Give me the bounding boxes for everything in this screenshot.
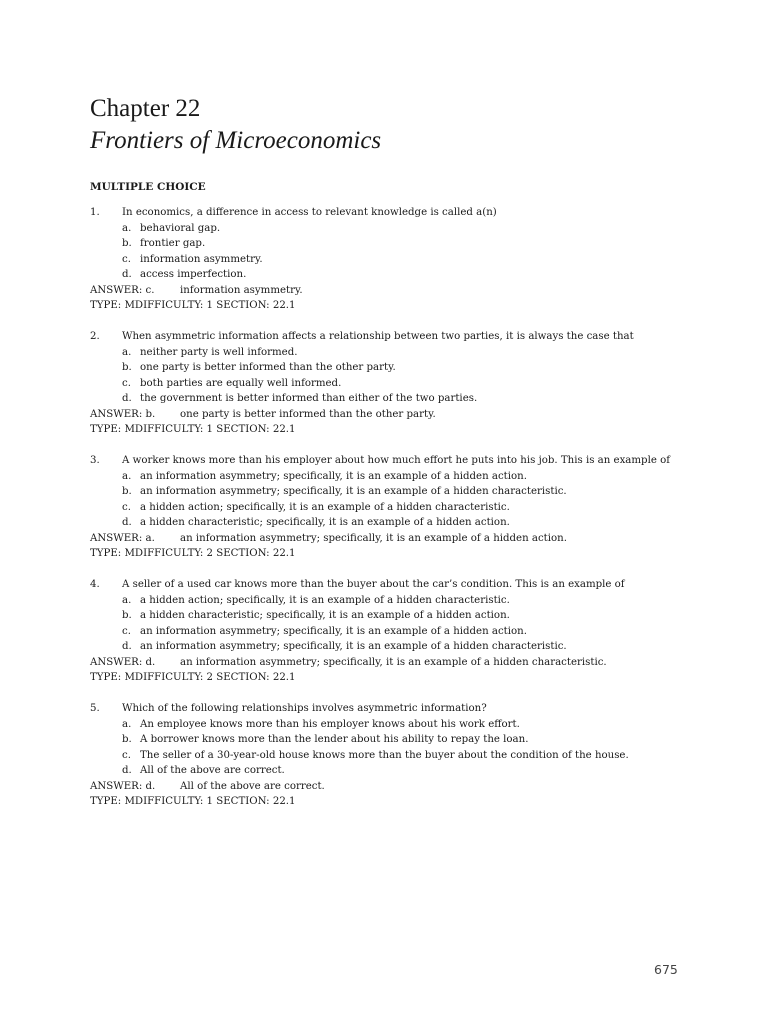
question-meta: TYPE: MDIFFICULTY: 2 SECTION: 22.1	[90, 672, 296, 683]
option-a	[90, 717, 710, 733]
option-text: a hidden characteristic; specifically, it is an example of a hidden action.	[140, 517, 510, 528]
question-1	[90, 205, 710, 314]
option-text: A borrower knows more than the lender about his ability to repay the loan.	[140, 734, 529, 745]
option-a	[90, 221, 710, 237]
option-letter: a.	[122, 718, 132, 730]
option-text: All of the above are correct.	[140, 765, 285, 776]
question-text: When asymmetric information affects a relationship between two parties, it is always the case that	[122, 331, 634, 342]
question-3	[90, 453, 710, 562]
question-meta: TYPE: MDIFFICULTY: 1 SECTION: 22.1	[90, 796, 296, 807]
question-5	[90, 701, 710, 810]
question-number: 1.	[90, 207, 100, 218]
option-c	[90, 748, 710, 764]
question-meta: TYPE: MDIFFICULTY: 1 SECTION: 22.1	[90, 424, 296, 435]
option-text: frontier gap.	[140, 238, 206, 249]
answer-text: an information asymmetry; specifically, it is an example of a hidden action.	[180, 532, 567, 544]
option-letter: d.	[122, 517, 132, 528]
option-text: an information asymmetry; specifically, it is an example of a hidden action.	[140, 625, 527, 637]
page-number: 675	[654, 962, 678, 977]
option-text: neither party is well informed.	[140, 346, 298, 358]
option-text: information asymmetry.	[140, 253, 263, 265]
option-letter: d.	[122, 393, 132, 404]
option-text: behavioral gap.	[140, 222, 221, 234]
option-b	[90, 608, 710, 624]
answer-text: All of the above are correct.	[180, 780, 325, 792]
option-b	[90, 360, 710, 376]
option-letter: b.	[122, 734, 132, 745]
option-d	[90, 391, 710, 407]
option-letter: c.	[122, 501, 131, 513]
option-letter: b.	[122, 610, 132, 621]
answer-line	[90, 283, 710, 299]
option-text: an information asymmetry; specifically, it is an example of a hidden action.	[140, 470, 527, 482]
option-letter: c.	[122, 253, 131, 265]
option-c	[90, 376, 710, 392]
question-text: Which of the following relationships involves asymmetric information?	[122, 703, 487, 714]
question-text: A seller of a used car knows more than the buyer about the car’s condition. This is an example of	[122, 579, 625, 590]
option-text: the government is better informed than either of the two parties.	[140, 393, 478, 404]
option-b	[90, 236, 710, 252]
option-text: both parties are equally well informed.	[140, 377, 342, 389]
option-c	[90, 252, 710, 268]
option-a	[90, 593, 710, 609]
option-letter: a.	[122, 346, 132, 358]
option-letter: a.	[122, 470, 132, 482]
answer-line	[90, 531, 710, 547]
section-heading: MULTIPLE CHOICE	[90, 181, 206, 193]
question-number: 3.	[90, 455, 100, 466]
option-text: a hidden action; specifically, it is an example of a hidden characteristic.	[140, 594, 510, 606]
option-c	[90, 500, 710, 516]
option-d	[90, 515, 710, 531]
answer-line	[90, 407, 710, 423]
question-number: 2.	[90, 331, 100, 342]
option-letter: c.	[122, 377, 131, 389]
question-4	[90, 577, 710, 686]
option-text: an information asymmetry; specifically, it is an example of a hidden characteristic.	[140, 486, 567, 497]
answer-text: one party is better informed than the other party.	[180, 408, 436, 420]
option-text: a hidden action; specifically, it is an example of a hidden characteristic.	[140, 501, 510, 513]
option-a	[90, 345, 710, 361]
answer-text: an information asymmetry; specifically, it is an example of a hidden characteristic.	[180, 656, 607, 668]
option-b	[90, 484, 710, 500]
option-letter: b.	[122, 486, 132, 497]
question-number: 4.	[90, 579, 100, 590]
option-letter: c.	[122, 749, 131, 761]
answer-label: ANSWER: a.	[90, 532, 155, 544]
option-text: a hidden characteristic; specifically, it is an example of a hidden action.	[140, 610, 510, 621]
answer-label: ANSWER: d.	[90, 656, 156, 668]
question-list	[90, 205, 710, 825]
option-letter: d.	[122, 641, 132, 652]
question-text: A worker knows more than his employer about how much effort he puts into his job. This is an example of	[122, 455, 670, 466]
answer-line	[90, 779, 710, 795]
answer-line	[90, 655, 710, 671]
option-text: an information asymmetry; specifically, it is an example of a hidden characteristic.	[140, 641, 567, 652]
answer-label: ANSWER: c.	[90, 284, 155, 296]
option-letter: d.	[122, 269, 132, 280]
option-d	[90, 639, 710, 655]
option-text: access imperfection.	[140, 269, 247, 280]
option-letter: d.	[122, 765, 132, 776]
option-c	[90, 624, 710, 640]
option-letter: a.	[122, 594, 132, 606]
option-letter: b.	[122, 238, 132, 249]
question-text: In economics, a difference in access to relevant knowledge is called a(n)	[122, 207, 497, 218]
answer-label: ANSWER: d.	[90, 780, 156, 792]
answer-label: ANSWER: b.	[90, 408, 156, 420]
question-meta: TYPE: MDIFFICULTY: 1 SECTION: 22.1	[90, 300, 296, 311]
option-letter: c.	[122, 625, 131, 637]
question-number: 5.	[90, 703, 100, 714]
chapter-title: Frontiers of Microeconomics	[90, 127, 382, 154]
option-d	[90, 763, 710, 779]
option-text: An employee knows more than his employer knows about his work effort.	[140, 718, 520, 730]
option-letter: a.	[122, 222, 132, 234]
chapter-number: Chapter 22	[90, 95, 201, 122]
question-meta: TYPE: MDIFFICULTY: 2 SECTION: 22.1	[90, 548, 296, 559]
option-text: one party is better informed than the other party.	[140, 362, 396, 373]
option-d	[90, 267, 710, 283]
option-b	[90, 732, 710, 748]
question-2	[90, 329, 710, 438]
option-text: The seller of a 30-year-old house knows more than the buyer about the condition of the house.	[140, 749, 629, 761]
answer-text: information asymmetry.	[180, 284, 303, 296]
option-a	[90, 469, 710, 485]
option-letter: b.	[122, 362, 132, 373]
